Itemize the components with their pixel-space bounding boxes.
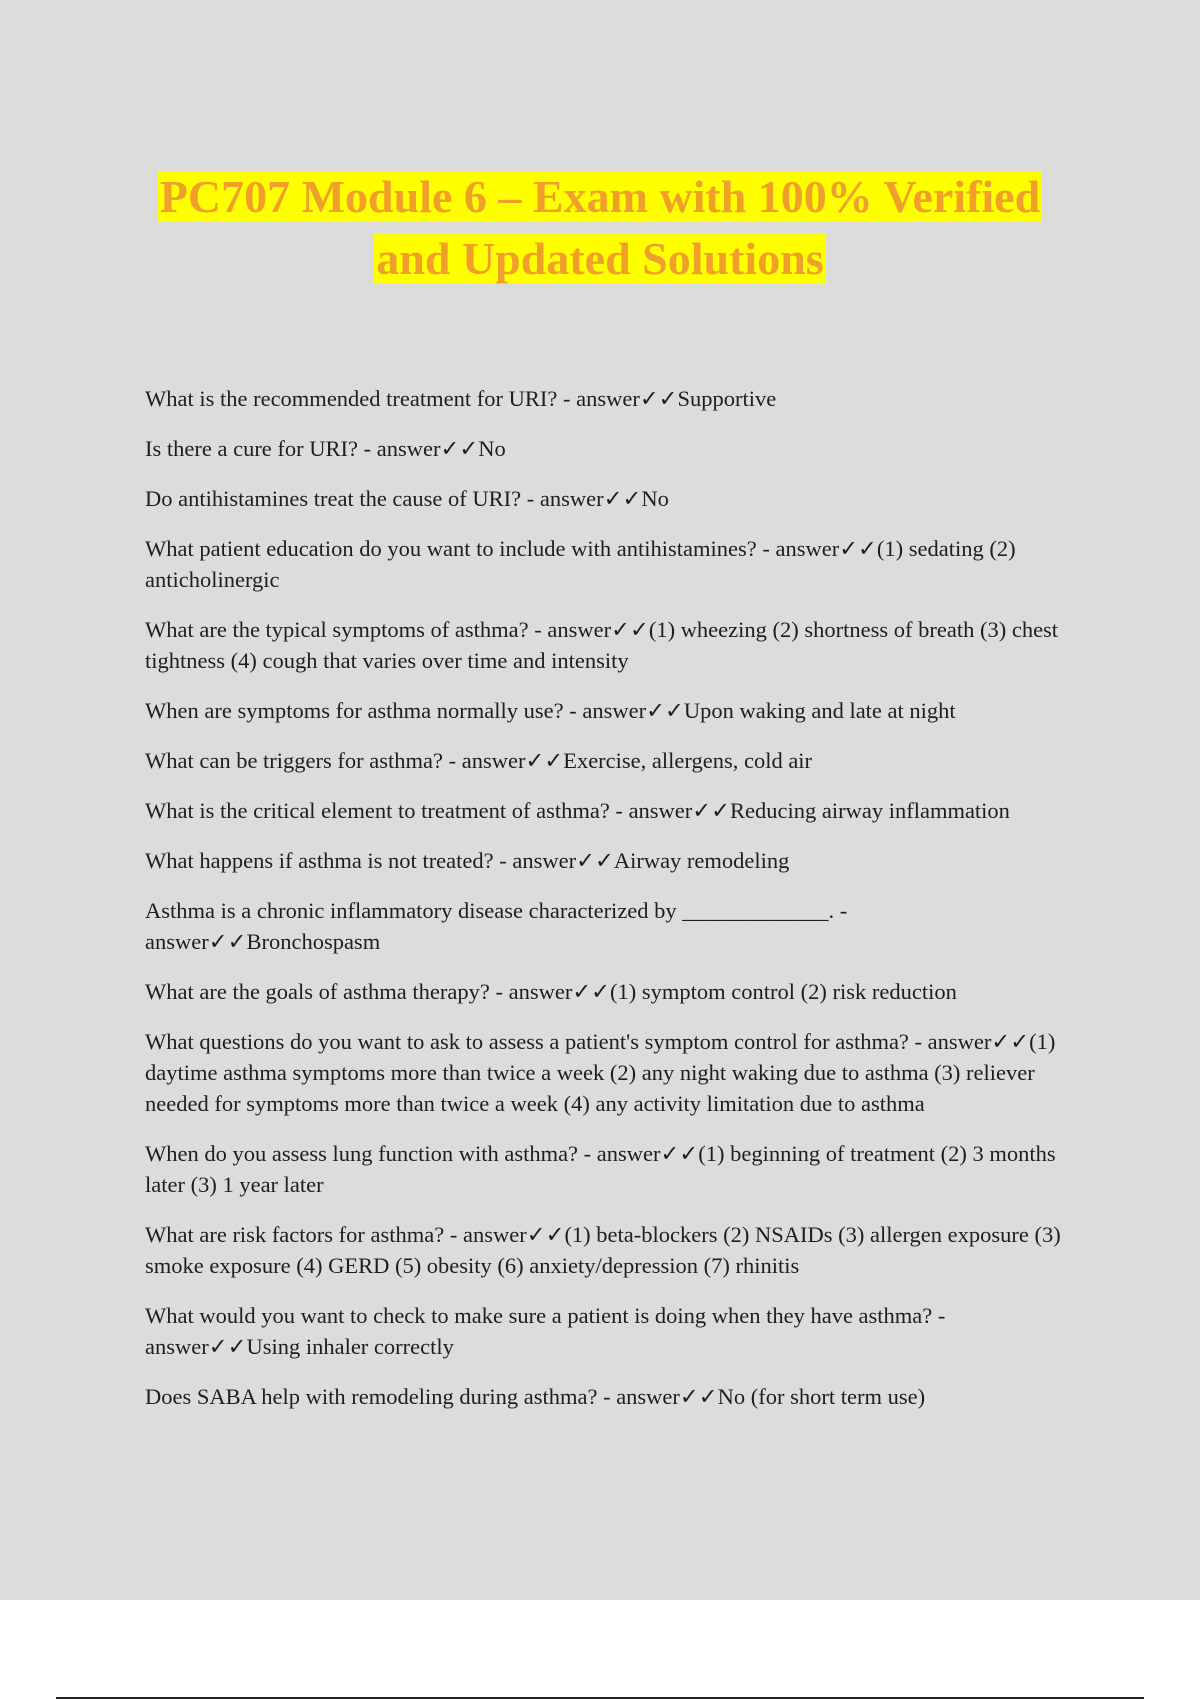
answer-label: answer <box>927 1029 992 1054</box>
answer-marker <box>775 536 876 561</box>
check-mark-icon: ✓✓ <box>525 748 564 773</box>
answer-text: Bronchospasm <box>246 929 381 954</box>
answer-marker <box>377 436 478 461</box>
check-mark-icon: ✓✓ <box>679 1384 718 1409</box>
question-text: When do you assess lung function with asthma? - <box>145 1141 597 1166</box>
answer-text: (1) beginning of treatment (2) 3 months later (3) 1 year later <box>145 1141 1056 1197</box>
qa-item <box>145 533 1085 595</box>
answer-text: (1) beta-blockers (2) NSAIDs (3) allergen exposure (3) smoke exposure (4) GERD (5) obesity (6) anxiety/depression (7) rhinitis <box>145 1222 1061 1278</box>
answer-text: (1) sedating (2) anticholinergic <box>145 536 1016 592</box>
answer-label: answer <box>539 486 604 511</box>
answer-label: answer <box>547 617 612 642</box>
question-text: What is the recommended treatment for URI? - <box>145 386 577 411</box>
qa-item <box>145 745 1085 776</box>
check-mark-icon: ✓✓ <box>991 1029 1030 1054</box>
qa-item <box>145 383 1085 414</box>
answer-marker <box>629 798 730 823</box>
answer-label: answer <box>775 536 840 561</box>
qa-item <box>145 845 1085 876</box>
answer-label: answer <box>512 848 577 873</box>
answer-label: answer <box>628 798 693 823</box>
answer-marker <box>540 486 641 511</box>
answer-text: (1) symptom control (2) risk reduction <box>610 979 957 1004</box>
answer-text: Exercise, allergens, cold air <box>563 748 813 773</box>
answer-label: answer <box>145 929 209 954</box>
question-text: What is the critical element to treatment of asthma? - <box>145 798 629 823</box>
question-text: Do antihistamines treat the cause of URI? - <box>145 486 540 511</box>
qa-item <box>145 1026 1085 1119</box>
check-mark-icon: ✓✓ <box>639 386 678 411</box>
qa-item <box>145 433 1085 464</box>
page-divider <box>56 1697 1144 1699</box>
answer-text: No <box>478 436 506 461</box>
title-line-1: PC707 Module 6 – Exam with 100% Verified <box>159 171 1041 222</box>
answer-label: answer <box>461 748 526 773</box>
qa-item <box>145 1219 1085 1281</box>
question-text: What questions do you want to ask to assess a patient's symptom control for asthma? - <box>145 1029 928 1054</box>
answer-marker <box>463 1222 564 1247</box>
answer-text: (1) daytime asthma symptoms more than twice a week (2) any night waking due to asthma (3) reliever needed for symptoms more than twice a week (4) any activity limitation due to asthma <box>145 1029 1056 1116</box>
question-text: Is there a cure for URI? - <box>145 436 377 461</box>
answer-text: (1) wheezing (2) shortness of breath (3) chest tightness (4) cough that varies over time and intensity <box>145 617 1059 673</box>
answer-text: Reducing airway inflammation <box>730 798 1010 823</box>
check-mark-icon: ✓✓ <box>572 979 611 1004</box>
qa-item <box>145 1300 1085 1362</box>
answer-label: answer <box>508 979 573 1004</box>
qa-item <box>145 695 1085 726</box>
check-mark-icon: ✓✓ <box>603 486 642 511</box>
answer-text: Supportive <box>677 386 777 411</box>
qa-item <box>145 1381 1085 1412</box>
answer-marker <box>576 386 677 411</box>
answer-marker <box>547 617 648 642</box>
qa-item <box>145 1138 1085 1200</box>
question-text: What are risk factors for asthma? - <box>145 1222 463 1247</box>
check-mark-icon: ✓✓ <box>646 698 684 723</box>
title-line-2: and Updated Solutions <box>376 233 824 284</box>
answer-text: Airway remodeling <box>613 848 790 873</box>
answer-marker <box>597 1141 698 1166</box>
answer-text: No <box>641 486 669 511</box>
answer-marker <box>145 1334 246 1359</box>
question-answer-list <box>145 383 1085 1431</box>
answer-marker <box>462 748 563 773</box>
answer-label: answer <box>616 1384 680 1409</box>
check-mark-icon: ✓✓ <box>839 536 877 561</box>
check-mark-icon: ✓✓ <box>208 1334 247 1359</box>
answer-marker <box>582 698 683 723</box>
answer-marker <box>616 1384 717 1409</box>
answer-text: Upon waking and late at night <box>683 698 956 723</box>
check-mark-icon: ✓✓ <box>208 929 247 954</box>
qa-item <box>145 795 1085 826</box>
answer-marker <box>512 848 613 873</box>
question-text: What can be triggers for asthma? - <box>145 748 462 773</box>
question-text: What would you want to check to make sure a patient is doing when they have asthma? - <box>145 1303 946 1328</box>
answer-label: answer <box>376 436 441 461</box>
qa-item <box>145 614 1085 676</box>
qa-item <box>145 976 1085 1007</box>
check-mark-icon: ✓✓ <box>692 798 731 823</box>
check-mark-icon: ✓✓ <box>576 848 614 873</box>
answer-marker <box>928 1029 1029 1054</box>
qa-item <box>145 483 1085 514</box>
check-mark-icon: ✓✓ <box>611 617 649 642</box>
answer-label: answer <box>596 1141 661 1166</box>
check-mark-icon: ✓✓ <box>660 1141 699 1166</box>
check-mark-icon: ✓✓ <box>440 436 479 461</box>
question-text: What are the typical symptoms of asthma? - <box>145 617 548 642</box>
question-text: Asthma is a chronic inflammatory disease characterized by _____________. - <box>145 898 848 923</box>
question-text: Does SABA help with remodeling during asthma? - <box>145 1384 617 1409</box>
check-mark-icon: ✓✓ <box>526 1222 565 1247</box>
answer-marker <box>145 929 246 954</box>
question-text: When are symptoms for asthma normally use? - <box>145 698 583 723</box>
answer-label: answer <box>582 698 647 723</box>
answer-text: Using inhaler correctly <box>246 1334 454 1359</box>
question-text: What are the goals of asthma therapy? - <box>145 979 509 1004</box>
question-text: What patient education do you want to include with antihistamines? - <box>145 536 776 561</box>
document-title <box>100 166 1100 290</box>
qa-item <box>145 895 1085 957</box>
answer-label: answer <box>576 386 640 411</box>
question-text: What happens if asthma is not treated? - <box>145 848 513 873</box>
answer-text: No (for short term use) <box>717 1384 926 1409</box>
answer-label: answer <box>462 1222 527 1247</box>
answer-marker <box>509 979 610 1004</box>
answer-label: answer <box>145 1334 209 1359</box>
